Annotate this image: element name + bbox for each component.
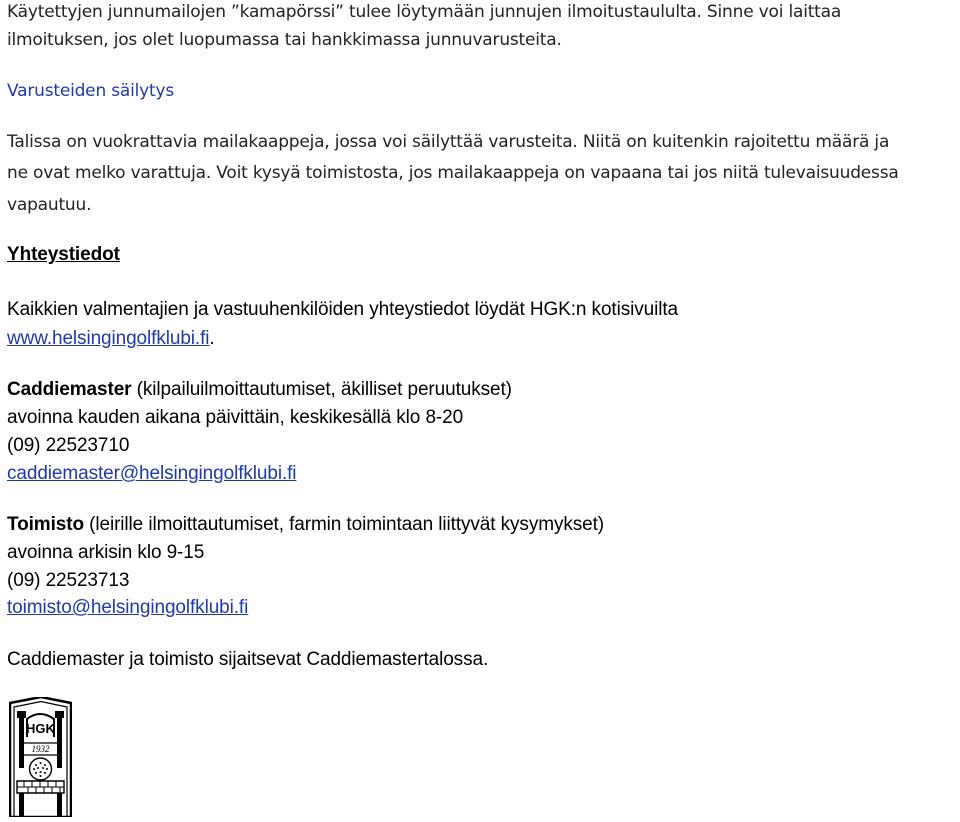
storage-line-2: ne ovat melko varattuja. Voit kysyä toimistosta, jos mailakaappeja on vapaana tai jos niitä tulevaisuudessa — [7, 163, 899, 183]
office-email-line — [7, 594, 248, 622]
office-email-link[interactable]: toimisto@helsingingolfklubi.fi — [7, 597, 249, 618]
hgk-crest-icon — [9, 697, 72, 817]
caddiemaster-title-detail: (kilpailuilmoittautumiset, äkilliset peruutukset) — [131, 379, 512, 400]
caddiemaster-phone: (09) 22523710 — [7, 435, 130, 456]
club-website-link[interactable]: www.helsingingolfklubi.fi — [7, 328, 210, 349]
office-title: Toimisto — [7, 514, 84, 535]
contacts-heading: Yhteystiedot — [7, 244, 120, 265]
office-phone: (09) 22523713 — [7, 570, 130, 591]
office-hours: avoinna arkisin klo 9-15 — [7, 542, 205, 563]
logo-letters: HGK — [26, 721, 55, 736]
contacts-site-suffix: . — [209, 328, 215, 349]
office-title-line — [7, 511, 604, 539]
caddiemaster-hours: avoinna kauden aikana päivittäin, keskikesällä klo 8-20 — [7, 407, 464, 428]
intro-line-1: Käytettyjen junnumailojen ”kamapörssi” tulee löytymään junnujen ilmoitustaululta. Sinne voi laittaa — [7, 2, 842, 22]
storage-heading: Varusteiden säilytys — [7, 81, 174, 101]
caddiemaster-email-line — [7, 460, 296, 488]
office-title-detail: (leirille ilmoittautumiset, farmin toimintaan liittyvät kysymykset) — [83, 514, 605, 535]
caddiemaster-title: Caddiemaster — [7, 379, 132, 400]
location-text: Caddiemaster ja toimisto sijaitsevat Caddiemastertalossa. — [7, 649, 489, 670]
caddiemaster-email-link[interactable]: caddiemaster@helsingingolfklubi.fi — [7, 463, 297, 484]
intro-line-2: ilmoituksen, jos olet luopumassa tai hankkimassa junnuvarusteita. — [7, 30, 562, 50]
storage-line-1: Talissa on vuokrattavia mailakaappeja, jossa voi säilyttää varusteita. Niitä on kuitenkin rajoitettu määrä ja — [7, 132, 890, 152]
caddiemaster-title-line — [7, 376, 512, 404]
contacts-line-1: Kaikkien valmentajien ja vastuuhenkilöiden yhteystiedot löydät HGK:n kotisivuilta — [7, 299, 678, 320]
hgk-logo — [9, 697, 72, 817]
contacts-site-line — [7, 325, 215, 353]
logo-year: 1932 — [31, 744, 50, 754]
storage-line-3: vapautuu. — [7, 195, 92, 215]
